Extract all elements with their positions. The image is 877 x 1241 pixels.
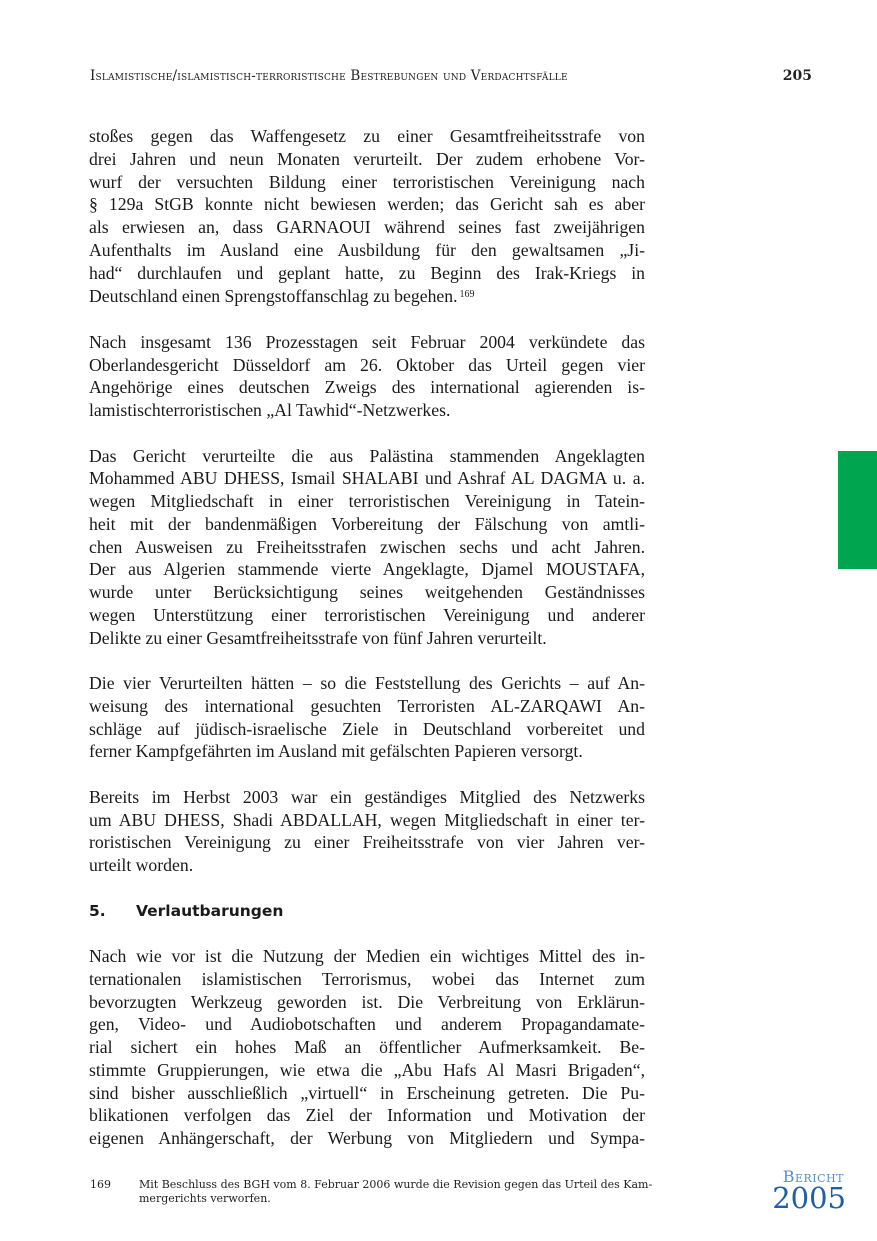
paragraph-4 [89, 672, 645, 763]
footnote-line: mergerichts verworfen. [139, 1192, 271, 1205]
paragraph-1 [89, 125, 645, 308]
section-number: 5. [89, 901, 106, 920]
text-line: Bereits im Herbst 2003 war ein geständiges Mitglied des Netzwerks [89, 786, 645, 807]
text-line: ternationalen islamistischen Terrorismus, wobei das Internet zum [89, 968, 645, 989]
text-line: weisung des international gesuchten Terroristen AL-ZARQAWI An- [89, 695, 645, 716]
page-number: 205 [782, 68, 812, 84]
text-line: stoßes gegen das Waffengesetz zu einer Gesamtfreiheitsstrafe von [89, 126, 645, 146]
text-line: heit mit der bandenmäßigen Vorbereitung der Fälschung von amtli- [89, 513, 645, 534]
text-line: Der aus Algerien stammende vierte Angeklagte, Djamel MOUSTAFA, [89, 559, 645, 580]
text-line: roristischen Vereinigung zu einer Freiheitsstrafe von vier Jahren ver- [89, 832, 645, 853]
text-line: gen, Video- und Audiobotschaften und anderem Propagandamate- [89, 1014, 645, 1035]
section-title: Verlautbarungen [136, 901, 284, 920]
report-label: Bericht [782, 1167, 844, 1186]
text-line: chen Ausweisen zu Freiheitsstrafen zwischen sechs und acht Jahren. [89, 536, 645, 557]
text-line: um ABU DHESS, Shadi ABDALLAH, wegen Mitgliedschaft in einer ter- [89, 809, 645, 830]
footnote-number: 169 [90, 1178, 111, 1191]
text-line: schläge auf jüdisch-israelische Ziele in Deutschland vorbereitet und [89, 718, 645, 739]
text-line: Das Gericht verurteilte die aus Palästina stammenden Angeklagten [89, 445, 645, 466]
footnote-reference[interactable]: 169 [459, 289, 475, 301]
text-line: wurf der versuchten Bildung einer terroristischen Vereinigung nach [89, 171, 645, 192]
paragraph-5 [89, 786, 645, 877]
footnote-line: Mit Beschluss des BGH vom 8. Februar 2006 wurde die Revision gegen das Urteil des Kam- [139, 1178, 653, 1191]
text-line: rial sichert ein hohes Maß an öffentlicher Aufmerksamkeit. Be- [89, 1037, 645, 1057]
text-line: Delikte zu einer Gesamtfreiheitsstrafe von fünf Jahren verurteilt. [89, 627, 547, 648]
footnote-text [139, 1178, 653, 1206]
text-line: wurde unter Berücksichtigung seines weitgehenden Geständnisses [89, 582, 645, 602]
text-line: Die vier Verurteilten hätten – so die Feststellung des Gerichts – auf An- [89, 673, 645, 693]
paragraph-3 [89, 445, 645, 650]
text-line: wegen Unterstützung einer terroristischen Vereinigung und anderer [89, 604, 645, 625]
text-line: Nach insgesamt 136 Prozesstagen seit Februar 2004 verkündete das [89, 331, 645, 352]
text-line: Mohammed ABU DHESS, Ismail SHALABI und Ashraf AL DAGMA u. a. [89, 468, 645, 489]
text-line: wegen Mitgliedschaft in einer terroristischen Vereinigung in Tatein- [89, 491, 645, 511]
text-line-content: Deutschland einen Sprengstoffanschlag zu begehen. [89, 286, 458, 307]
text-line: sind bisher ausschließlich „virtuell“ in Erscheinung getreten. Die Pu- [89, 1082, 645, 1103]
text-line: stimmte Gruppierungen, wie etwa die „Abu Hafs Al Masri Brigaden“, [89, 1059, 645, 1080]
text-line: drei Jahren und neun Monaten verurteilt. Der zudem erhobene Vor- [89, 148, 645, 169]
text-line: § 129a StGB konnte nicht bewiesen werden; das Gericht sah es aber [89, 194, 645, 215]
text-line: eigenen Anhängerschaft, der Werbung von Mitgliedern und Sympa- [89, 1128, 645, 1148]
text-line: bevorzugten Werkzeug geworden ist. Die Verbreitung von Erklärun- [89, 991, 645, 1012]
text-line: als erwiesen an, dass GARNAOUI während seines fast zweijährigen [89, 217, 645, 237]
side-color-tab [838, 451, 877, 569]
text-line: Nach wie vor ist die Nutzung der Medien ein wichtiges Mittel des in- [89, 946, 645, 966]
text-line [89, 284, 645, 308]
text-line: had“ durchlaufen und geplant hatte, zu Beginn des Irak-Kriegs in [89, 262, 645, 283]
running-header-title: Islamistische/islamistisch-terroristische Bestrebungen und Verdachtsfälle [90, 68, 568, 84]
body-text [89, 125, 645, 1173]
section-heading [89, 900, 645, 923]
text-line: Oberlandesgericht Düsseldorf am 26. Oktober das Urteil gegen vier [89, 354, 645, 375]
text-line: blikationen verfolgen das Ziel der Information und Motivation der [89, 1105, 645, 1126]
text-line: ferner Kampfgefährten im Ausland mit gefälschten Papieren versorgt. [89, 741, 583, 762]
text-line: lamistischterroristischen „Al Tawhid“-Netzwerkes. [89, 400, 451, 420]
report-year: 2005 [772, 1181, 846, 1215]
paragraph-2 [89, 331, 645, 422]
text-line: Angehörige eines deutschen Zweigs des international agierenden is- [89, 377, 645, 398]
text-line: Aufenthalts im Ausland eine Ausbildung für den gewaltsamen „Ji- [89, 239, 645, 260]
section-paragraph [89, 945, 645, 1150]
text-line: urteilt worden. [89, 855, 194, 875]
